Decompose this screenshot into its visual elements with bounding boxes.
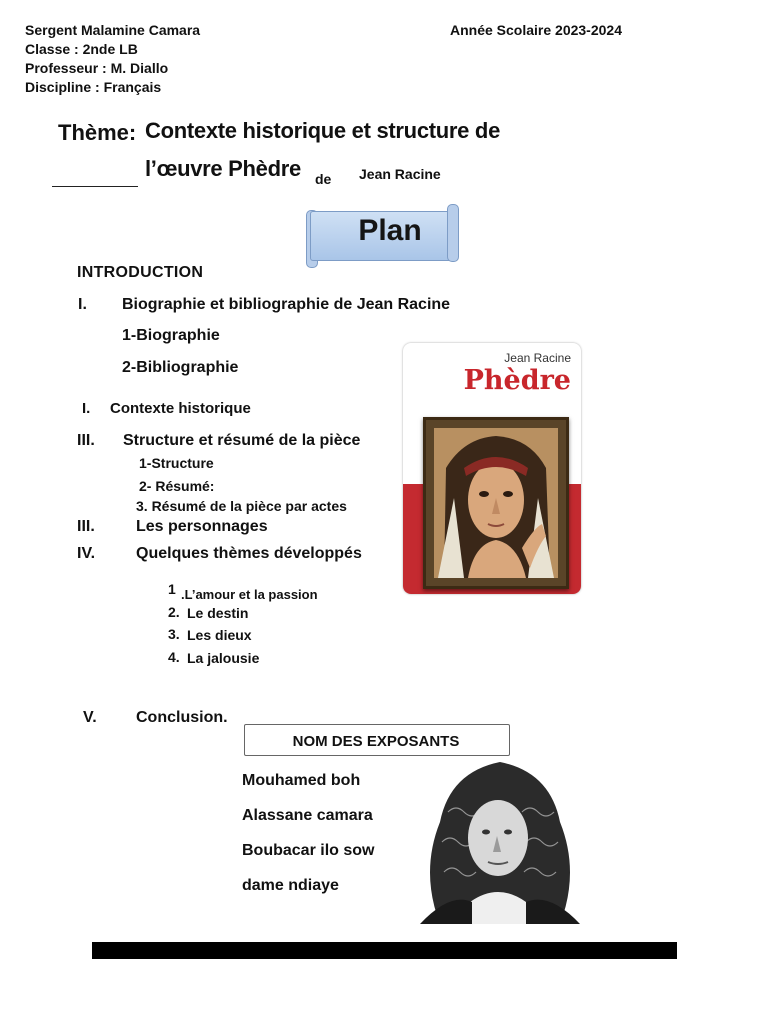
bottom-black-bar <box>92 942 677 959</box>
toc-section-6-number: V. <box>83 709 97 726</box>
racine-portrait-engraving <box>400 752 600 924</box>
toc-section-1-number: I. <box>78 296 87 313</box>
theme-item-1-label: .L’amour et la passion <box>181 587 318 602</box>
portrait-painting-graphic <box>434 428 558 578</box>
theme-item-4-label: La jalousie <box>187 650 260 666</box>
underline-rule <box>52 186 138 187</box>
exposant-name-2: Alassane camara <box>242 807 373 824</box>
toc-section-6-label: Conclusion. <box>136 709 228 726</box>
toc-section-1-label: Biographie et bibliographie de Jean Racine <box>122 296 451 313</box>
toc-section-2-number: I. <box>82 400 91 417</box>
teacher-label: Professeur : M. Diallo <box>25 60 169 76</box>
exposants-title: NOM DES EXPOSANTS <box>292 733 460 750</box>
discipline-label: Discipline : Français <box>25 79 162 95</box>
toc-section-3-sub-1: 1-Structure <box>139 455 214 471</box>
toc-section-5-label: Quelques thèmes développés <box>136 545 362 562</box>
toc-section-1-sub-2: 2-Bibliographie <box>122 359 239 376</box>
toc-section-3-sub-3: 3. Résumé de la pièce par actes <box>136 498 347 514</box>
exposant-name-3: Boubacar ilo sow <box>242 842 375 859</box>
book-cover-author: Jean Racine <box>504 351 571 365</box>
toc-section-1-sub-1: 1-Biographie <box>122 327 220 344</box>
toc-section-4-label: Les personnages <box>136 518 268 535</box>
student-name: Sergent Malamine Camara <box>25 22 201 38</box>
book-cover-portrait-painting <box>434 428 558 578</box>
theme-item-2-number: 2. <box>168 604 180 620</box>
toc-section-3-label: Structure et résumé de la pièce <box>123 432 361 449</box>
theme-de: de <box>315 171 332 187</box>
toc-section-3-number: III. <box>77 432 95 449</box>
school-year: Année Scolaire 2023-2024 <box>450 22 622 38</box>
theme-item-1-number: 1 <box>168 581 176 597</box>
theme-title-line1: Contexte historique et structure de <box>145 118 501 143</box>
toc-introduction: INTRODUCTION <box>77 264 204 281</box>
theme-item-3-number: 3. <box>168 626 180 642</box>
theme-author: Jean Racine <box>359 166 441 182</box>
theme-item-2-label: Le destin <box>187 605 249 621</box>
toc-section-2-label: Contexte historique <box>110 400 251 417</box>
theme-item-4-number: 4. <box>168 649 180 665</box>
racine-portrait-graphic <box>400 752 600 924</box>
plan-title: Plan <box>358 214 422 247</box>
toc-section-5-number: IV. <box>77 545 96 562</box>
class-label: Classe : 2nde LB <box>25 41 138 57</box>
book-cover-frame <box>423 417 569 589</box>
theme-title-line2: l’œuvre Phèdre <box>145 156 301 181</box>
toc-section-4-number: III. <box>77 518 95 535</box>
exposant-name-4: dame ndiaye <box>242 877 339 894</box>
toc-section-3-sub-2: 2- Résumé: <box>139 478 215 494</box>
theme-label: Thème: <box>58 120 137 145</box>
book-cover-title: Phèdre <box>463 365 571 396</box>
exposant-name-1: Mouhamed boh <box>242 772 361 789</box>
theme-item-3-label: Les dieux <box>187 627 252 643</box>
book-cover-image <box>403 343 581 594</box>
